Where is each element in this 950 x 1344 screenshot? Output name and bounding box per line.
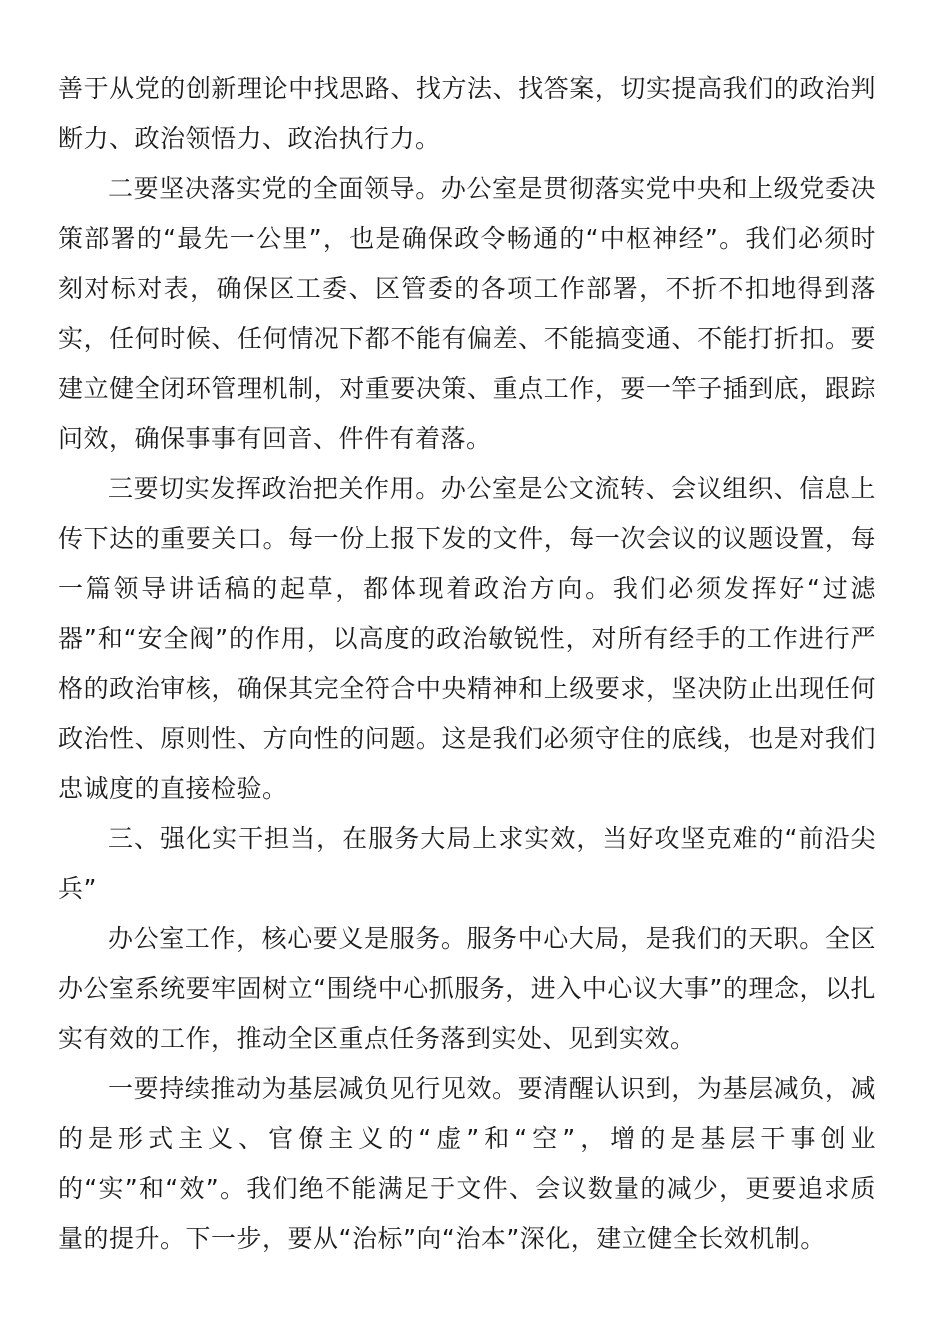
- paragraph-service: 办公室工作，核心要义是服务。服务中心大局，是我们的天职。全区办公室系统要牢固树立“围绕中心抓服务，进入中心议大事”的理念，以扎实有效的工作，推动全区重点任务落到实处、见到实效。: [58, 924, 876, 1053]
- document-page: [58, 64, 876, 1264]
- paragraph-continuation: 善于从党的创新理论中找思路、找方法、找答案，切实提高我们的政治判断力、政治领悟力、政治执行力。: [58, 74, 876, 153]
- paragraph-party-leadership: 二要坚决落实党的全面领导。办公室是贯彻落实党中央和上级党委决策部署的“最先一公里”，也是确保政令畅通的“中枢神经”。我们必须时刻对标对表，确保区工委、区管委的各项工作部署，不折不扣地得到落实，任何时候、任何情况下都不能有偏差、不能搞变通、不能打折扣。要建立健全闭环管理机制，对重要决策、重点工作，要一竿子插到底，跟踪问效，确保事事有回音、件件有着落。: [58, 174, 876, 453]
- section-heading-three: 三、强化实干担当，在服务大局上求实效，当好攻坚克难的“前沿尖兵”: [58, 824, 876, 903]
- paragraph-burden-reduction: 一要持续推动为基层减负见行见效。要清醒认识到，为基层减负，减的是形式主义、官僚主义的“虚”和“空”，增的是基层干事创业的“实”和“效”。我们绝不能满足于文件、会议数量的减少，更要追求质量的提升。下一步，要从“治标”向“治本”深化，建立健全长效机制。: [58, 1074, 876, 1253]
- paragraph-political-review: 三要切实发挥政治把关作用。办公室是公文流转、会议组织、信息上传下达的重要关口。每一份上报下发的文件，每一次会议的议题设置，每一篇领导讲话稿的起草，都体现着政治方向。我们必须发挥好“过滤器”和“安全阀”的作用，以高度的政治敏锐性，对所有经手的工作进行严格的政治审核，确保其完全符合中央精神和上级要求，坚决防止出现任何政治性、原则性、方向性的问题。这是我们必须守住的底线，也是对我们忠诚度的直接检验。: [58, 474, 876, 803]
